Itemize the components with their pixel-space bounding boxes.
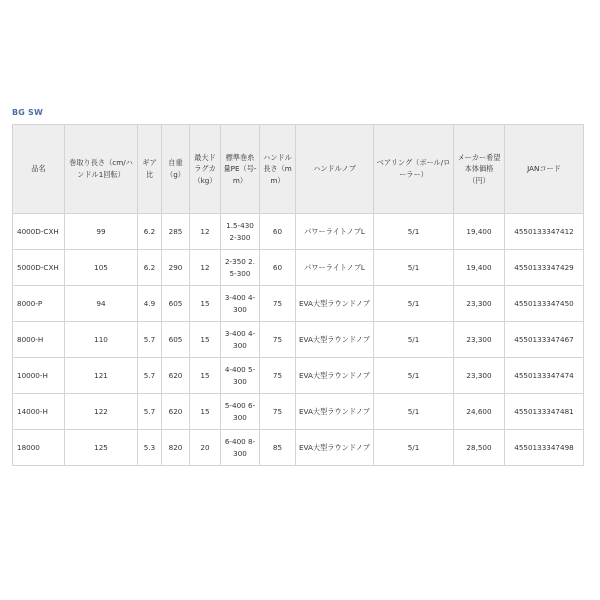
cell-line-capacity: 1.5-430 2-300 [221, 214, 260, 250]
header-row [13, 125, 584, 214]
cell-handle-length: 60 [260, 214, 296, 250]
cell-jan: 4550133347498 [505, 430, 584, 466]
cell-weight: 605 [162, 286, 190, 322]
cell-line-capacity: 4-400 5-300 [221, 358, 260, 394]
cell-model: 18000 [13, 430, 65, 466]
cell-max-drag: 15 [190, 322, 221, 358]
cell-handle-length: 75 [260, 286, 296, 322]
cell-handle-length: 60 [260, 250, 296, 286]
cell-handle-knob: EVA大型ラウンドノブ [296, 358, 374, 394]
cell-bearing: 5/1 [374, 394, 454, 430]
cell-retrieve: 125 [65, 430, 138, 466]
table-row [13, 430, 584, 466]
table-row [13, 286, 584, 322]
cell-line-capacity: 5-400 6-300 [221, 394, 260, 430]
cell-price: 19,400 [454, 250, 505, 286]
cell-price: 23,300 [454, 286, 505, 322]
cell-gear-ratio: 5.7 [138, 358, 162, 394]
header-cell-model: 品名 [13, 125, 65, 214]
cell-bearing: 5/1 [374, 286, 454, 322]
cell-jan: 4550133347474 [505, 358, 584, 394]
cell-jan: 4550133347467 [505, 322, 584, 358]
cell-weight: 620 [162, 358, 190, 394]
cell-jan: 4550133347481 [505, 394, 584, 430]
cell-max-drag: 15 [190, 394, 221, 430]
cell-bearing: 5/1 [374, 214, 454, 250]
cell-retrieve: 99 [65, 214, 138, 250]
table-row [13, 322, 584, 358]
cell-handle-length: 75 [260, 322, 296, 358]
cell-handle-knob: EVA大型ラウンドノブ [296, 286, 374, 322]
cell-retrieve: 122 [65, 394, 138, 430]
cell-model: 14000-H [13, 394, 65, 430]
cell-line-capacity: 3-400 4-300 [221, 286, 260, 322]
cell-bearing: 5/1 [374, 430, 454, 466]
cell-retrieve: 121 [65, 358, 138, 394]
cell-jan: 4550133347412 [505, 214, 584, 250]
cell-model: 5000D-CXH [13, 250, 65, 286]
cell-line-capacity: 3-400 4-300 [221, 322, 260, 358]
cell-handle-knob: EVA大型ラウンドノブ [296, 394, 374, 430]
cell-retrieve: 110 [65, 322, 138, 358]
cell-bearing: 5/1 [374, 250, 454, 286]
cell-model: 8000-P [13, 286, 65, 322]
cell-gear-ratio: 5.7 [138, 394, 162, 430]
cell-line-capacity: 6-400 8-300 [221, 430, 260, 466]
table-row [13, 394, 584, 430]
cell-handle-knob: パワーライトノブL [296, 250, 374, 286]
cell-handle-knob: パワーライトノブL [296, 214, 374, 250]
cell-line-capacity: 2-350 2.5-300 [221, 250, 260, 286]
cell-price: 19,400 [454, 214, 505, 250]
cell-max-drag: 15 [190, 358, 221, 394]
header-cell-gear-ratio: ギア比 [138, 125, 162, 214]
cell-bearing: 5/1 [374, 358, 454, 394]
cell-gear-ratio: 5.7 [138, 322, 162, 358]
cell-handle-length: 85 [260, 430, 296, 466]
cell-gear-ratio: 5.3 [138, 430, 162, 466]
cell-gear-ratio: 6.2 [138, 250, 162, 286]
header-cell-retrieve: 巻取り長さ（cm/ハンドル1回転） [65, 125, 138, 214]
cell-retrieve: 105 [65, 250, 138, 286]
header-cell-price: メーカー希望本体価格（円） [454, 125, 505, 214]
cell-price: 28,500 [454, 430, 505, 466]
cell-price: 23,300 [454, 358, 505, 394]
cell-weight: 605 [162, 322, 190, 358]
cell-gear-ratio: 6.2 [138, 214, 162, 250]
table-row [13, 358, 584, 394]
cell-bearing: 5/1 [374, 322, 454, 358]
cell-model: 8000-H [13, 322, 65, 358]
page-title: BG SW [12, 108, 44, 117]
cell-gear-ratio: 4.9 [138, 286, 162, 322]
cell-weight: 620 [162, 394, 190, 430]
header-cell-jan: JANコード [505, 125, 584, 214]
cell-handle-knob: EVA大型ラウンドノブ [296, 322, 374, 358]
cell-retrieve: 94 [65, 286, 138, 322]
header-cell-handle-knob: ハンドルノブ [296, 125, 374, 214]
header-cell-bearing: ベアリング（ボール/ローラー） [374, 125, 454, 214]
cell-handle-knob: EVA大型ラウンドノブ [296, 430, 374, 466]
cell-max-drag: 20 [190, 430, 221, 466]
table-row [13, 250, 584, 286]
header-cell-line-capacity: 標準巻糸量PE（号-m） [221, 125, 260, 214]
cell-handle-length: 75 [260, 394, 296, 430]
cell-max-drag: 12 [190, 214, 221, 250]
table-row [13, 214, 584, 250]
spec-table [12, 124, 584, 466]
cell-model: 10000-H [13, 358, 65, 394]
cell-model: 4000D-CXH [13, 214, 65, 250]
header-cell-handle-length: ハンドル長さ（mm） [260, 125, 296, 214]
cell-price: 23,300 [454, 322, 505, 358]
cell-weight: 290 [162, 250, 190, 286]
cell-price: 24,600 [454, 394, 505, 430]
cell-weight: 285 [162, 214, 190, 250]
cell-handle-length: 75 [260, 358, 296, 394]
cell-max-drag: 15 [190, 286, 221, 322]
cell-jan: 4550133347450 [505, 286, 584, 322]
cell-weight: 820 [162, 430, 190, 466]
cell-jan: 4550133347429 [505, 250, 584, 286]
header-cell-max-drag: 最大ドラグカ（kg） [190, 125, 221, 214]
header-cell-weight: 自重（g） [162, 125, 190, 214]
cell-max-drag: 12 [190, 250, 221, 286]
